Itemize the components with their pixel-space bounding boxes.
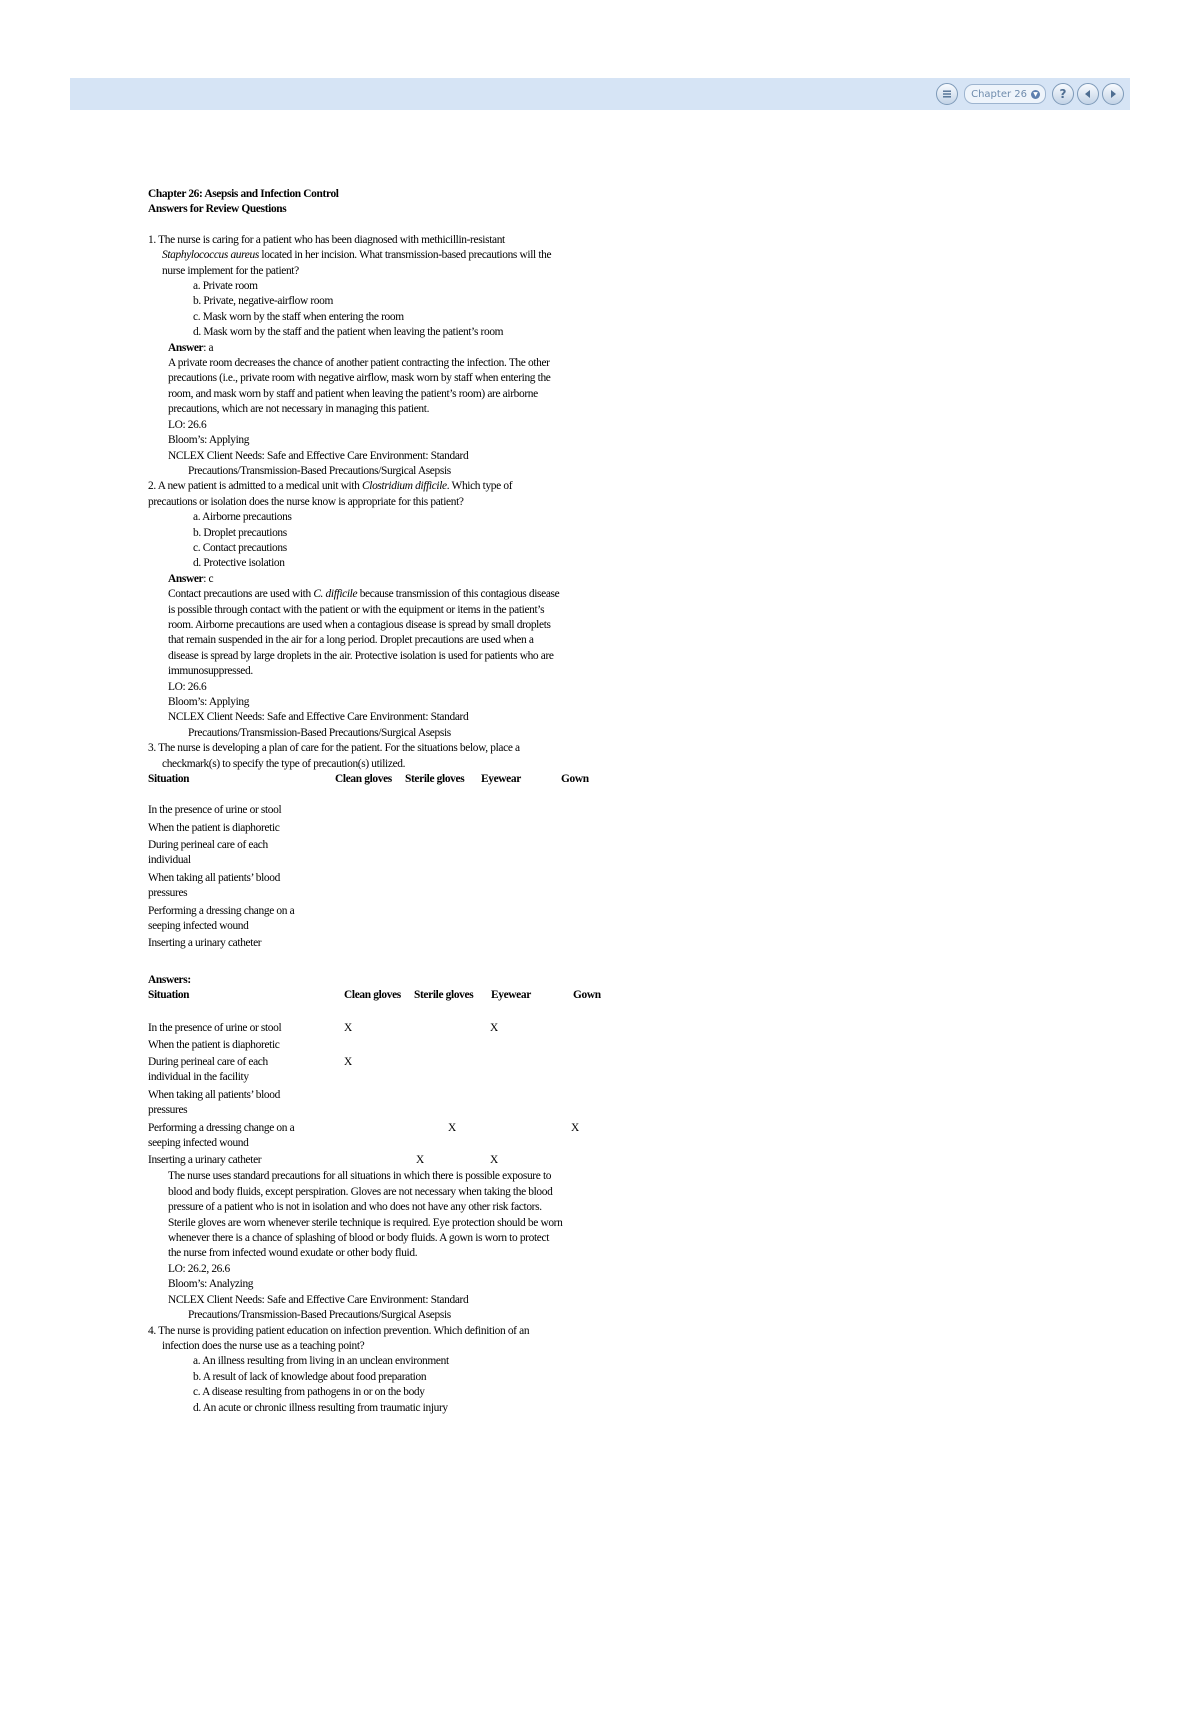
situation-cell: When the patient is diaphoretic [148, 1039, 280, 1052]
table-header-row [148, 988, 668, 1021]
q1-lead: 1. The nurse is caring for a patient who has been diagnosed with methicillin-resistant [148, 233, 505, 246]
col-eyewear: Eyewear [481, 773, 521, 786]
answer-label: Answer [168, 572, 204, 585]
gown-mark: X [571, 1122, 579, 1135]
q3-rationale-line: the nurse from infected wound exudate or other body fluid. [168, 1247, 418, 1260]
q1-nclex: NCLEX Client Needs: Safe and Effective Care Environment: Standard [168, 449, 469, 462]
q1-line2 [148, 248, 668, 263]
q3-nclex-cont: Precautions/Transmission-Based Precautions/Surgical Asepsis [188, 1309, 451, 1322]
situation-cell: When the patient is diaphoretic [148, 822, 280, 835]
answer-value: : c [203, 572, 214, 585]
q1-after-organism: located in her incision. What transmission-based precautions will the [258, 249, 552, 262]
q3-nclex: NCLEX Client Needs: Safe and Effective Care Environment: Standard [168, 1293, 469, 1306]
q4-option: b. A result of lack of knowledge about food preparation [193, 1370, 427, 1383]
q2-option: d. Protective isolation [193, 557, 285, 570]
q2-option: c. Contact precautions [193, 541, 287, 554]
clean-gloves-mark: X [344, 1056, 352, 1069]
eyewear-mark: X [490, 1022, 498, 1035]
table-row [148, 936, 668, 973]
q3-lo: LO: 26.2, 26.6 [168, 1262, 230, 1275]
situation-cell: Inserting a urinary catheter [148, 1154, 262, 1167]
situation-cell: When taking all patients’ blood [148, 1089, 280, 1102]
table-row [148, 1021, 668, 1038]
situation-cell: Performing a dressing change on a [148, 1122, 295, 1135]
q1-option: b. Private, negative-airflow room [193, 295, 333, 308]
q3-answer-table [148, 988, 668, 1169]
situation-cell: When taking all patients’ blood [148, 872, 280, 885]
clean-gloves-mark: X [344, 1022, 352, 1035]
situation-cell: pressures [148, 1104, 188, 1117]
table-row [148, 1153, 668, 1169]
q3-bloom: Bloom’s: Analyzing [168, 1278, 254, 1291]
table-row [148, 821, 668, 838]
q2-option: b. Droplet precautions [193, 526, 287, 539]
document-clip [148, 187, 668, 1709]
q2-nclex-cont: Precautions/Transmission-Based Precautions/Surgical Asepsis [188, 726, 451, 739]
q4-option: a. An illness resulting from living in an unclean environment [193, 1355, 449, 1368]
situation-cell: pressures [148, 887, 188, 900]
table-row [148, 871, 668, 904]
situation-cell: During perineal care of each [148, 839, 268, 852]
q2-after-organism: . Which type of [446, 480, 513, 493]
table-row [148, 1088, 668, 1121]
sterile-gloves-mark: X [416, 1154, 424, 1167]
q1-organism: Staphylococcus aureus [162, 249, 259, 262]
col-clean-gloves: Clean gloves [344, 989, 401, 1002]
q3-question-table [148, 772, 668, 973]
q2-rationale-text: because transmission of this contagious disease [357, 588, 560, 601]
list-icon[interactable] [936, 83, 958, 105]
q3-cont: checkmark(s) to specify the type of precaution(s) utilized. [162, 757, 406, 770]
col-sterile-gloves: Sterile gloves [405, 773, 465, 786]
col-situation: Situation [148, 989, 190, 1002]
table-row [148, 1038, 668, 1055]
q3-lead: 3. The nurse is developing a plan of care for the patient. For the situations below, place a [148, 742, 520, 755]
situation-cell: seeping infected wound [148, 1137, 249, 1150]
q2-answer [148, 572, 668, 587]
table-header-row [148, 772, 668, 803]
table-row [148, 1121, 668, 1153]
q1-lo: LO: 26.6 [168, 418, 207, 431]
q4-option: d. An acute or chronic illness resulting from traumatic injury [193, 1401, 448, 1414]
situation-cell: Performing a dressing change on a [148, 905, 295, 918]
q2-rationale-text: Contact precautions are used with [168, 588, 314, 601]
table-row [148, 838, 668, 871]
col-situation: Situation [148, 773, 190, 786]
q3-rationale-line: pressure of a patient who is not in isolation and who does not have any other risk factors. [168, 1201, 542, 1214]
eyewear-mark: X [490, 1154, 498, 1167]
col-sterile-gloves: Sterile gloves [414, 989, 474, 1002]
q2-rationale-line: that remain suspended in the air for a long period. Droplet precautions are used when a [168, 634, 534, 647]
previous-arrow-icon[interactable] [1077, 83, 1099, 105]
q1-rationale-line: room, and mask worn by staff and patient when leaving the patient’s room) are airborne [168, 387, 538, 400]
q1-cont: nurse implement for the patient? [162, 264, 299, 277]
q1-option: c. Mask worn by the staff when entering the room [193, 310, 404, 323]
chapter-select[interactable] [964, 84, 1046, 104]
q2-rationale-organism: C. difficile [313, 588, 358, 601]
table-row [148, 803, 668, 821]
col-gown: Gown [573, 989, 601, 1002]
situation-cell: individual in the facility [148, 1071, 249, 1084]
q3-rationale-line: The nurse uses standard precautions for all situations in which there is possible exposure to [168, 1170, 552, 1183]
section-subtitle: Answers for Review Questions [148, 203, 287, 216]
q2-rationale-line: disease is spread by large droplets in the air. Protective isolation is used for patients who are [168, 649, 554, 662]
col-eyewear: Eyewear [491, 989, 531, 1002]
q2-cont: precautions or isolation does the nurse know is appropriate for this patient? [148, 495, 464, 508]
q4-option: c. A disease resulting from pathogens in or on the body [193, 1386, 425, 1399]
q2-lead-text: 2. A new patient is admitted to a medical unit with [148, 480, 363, 493]
q1-nclex-cont: Precautions/Transmission-Based Precautions/Surgical Asepsis [188, 464, 451, 477]
q4-lead: 4. The nurse is providing patient education on infection prevention. Which definition of an [148, 1324, 530, 1337]
q3-rationale-line: blood and body fluids, except perspiration. Gloves are not necessary when taking the blood [168, 1185, 553, 1198]
q2-nclex: NCLEX Client Needs: Safe and Effective Care Environment: Standard [168, 711, 469, 724]
table-row [148, 1055, 668, 1088]
answers-label: Answers: [148, 974, 191, 987]
q2-rationale-line [148, 587, 668, 602]
q4-cont: infection does the nurse use as a teaching point? [162, 1339, 365, 1352]
q1-rationale-line: A private room decreases the chance of another patient contracting the infection. The other [168, 357, 550, 370]
q3-rationale-line: whenever there is a chance of splashing of blood or body fluids. A gown is worn to protect [168, 1232, 550, 1245]
q1-option: d. Mask worn by the staff and the patient when leaving the patient’s room [193, 326, 504, 339]
situation-cell: During perineal care of each [148, 1056, 268, 1069]
table-row [148, 904, 668, 936]
answer-value: : a [203, 341, 214, 354]
situation-cell: individual [148, 854, 191, 867]
help-icon[interactable]: ? [1052, 83, 1074, 105]
q1-answer [148, 341, 668, 356]
q2-option: a. Airborne precautions [193, 511, 292, 524]
next-arrow-icon[interactable] [1102, 83, 1124, 105]
q2-bloom: Bloom’s: Applying [168, 696, 250, 708]
q3-rationale-line: Sterile gloves are worn whenever sterile technique is required. Eye protection should be worn [168, 1216, 563, 1229]
sterile-gloves-mark: X [448, 1122, 456, 1135]
chapter-select-label: Chapter 26 [971, 88, 1027, 100]
situation-cell: In the presence of urine or stool [148, 1022, 282, 1035]
document-page [148, 187, 668, 1709]
chevron-down-icon: ▼ [1031, 90, 1040, 99]
q2-organism: Clostridium difficile [362, 480, 447, 493]
q2-lo: LO: 26.6 [168, 680, 207, 693]
q1-bloom: Bloom’s: Applying [168, 434, 250, 447]
col-clean-gloves: Clean gloves [335, 773, 392, 786]
situation-cell: Inserting a urinary catheter [148, 937, 262, 950]
q2-lead [148, 479, 668, 494]
col-gown: Gown [561, 773, 589, 786]
situation-cell: In the presence of urine or stool [148, 804, 282, 817]
q2-rationale-line: is possible through contact with the patient or with the equipment or items in the patient’s [168, 603, 545, 616]
chapter-title: Chapter 26: Asepsis and Infection Control [148, 188, 339, 200]
q1-rationale-line: precautions, which are not necessary in managing this patient. [168, 403, 430, 416]
answer-label: Answer [168, 341, 204, 354]
toolbar-controls [936, 82, 1124, 106]
situation-cell: seeping infected wound [148, 920, 249, 933]
q2-rationale-line: room. Airborne precautions are used when a contagious disease is spread by small droplets [168, 618, 551, 631]
viewer-toolbar [70, 78, 1130, 110]
q1-option: a. Private room [193, 280, 258, 293]
q1-rationale-line: precautions (i.e., private room with negative airflow, mask worn by staff when entering the [168, 372, 551, 385]
q2-rationale-line: immunosuppressed. [168, 665, 253, 678]
